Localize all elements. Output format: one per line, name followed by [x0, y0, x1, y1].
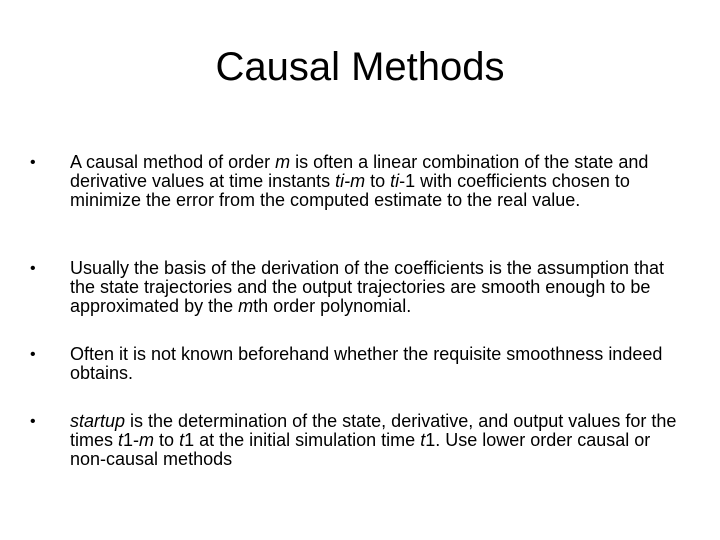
bullet-text [70, 152, 648, 210]
text-run: th order polynomial. [253, 296, 412, 316]
bullet-item [30, 344, 690, 383]
italic-term: ti [390, 171, 400, 191]
bullet-item [30, 258, 690, 316]
italic-term: ti-m [335, 171, 366, 191]
bullet-text [70, 258, 664, 316]
bullet-dot-icon: • [30, 154, 36, 171]
bullet-dot-icon: • [30, 413, 36, 430]
bullet-item [30, 411, 690, 469]
text-run: Usually the basis of the derivation of the coefficients is the assumption that the state trajectories and the output trajectories are smooth enough to be approximated by the [70, 258, 664, 316]
text-run: 1 at the initial simulation time [184, 430, 421, 450]
italic-term: t [179, 430, 185, 450]
text-run: 1. Use lower order causal or non-causal methods [70, 430, 651, 469]
text-run: is often a linear combination of the state and derivative values at time instants [70, 152, 649, 191]
italic-term: t [118, 430, 124, 450]
text-run: 1- [123, 430, 140, 450]
text-run: to [365, 171, 391, 191]
italic-term: m [139, 430, 155, 450]
italic-term: m [275, 152, 291, 172]
text-run: -1 with coefficients chosen to minimize the error from the computed estimate to the real value. [70, 171, 630, 210]
bullet-dot-icon: • [30, 260, 36, 277]
italic-term: startup [70, 411, 126, 431]
italic-term: t [420, 430, 426, 450]
slide-title: Causal Methods [215, 45, 505, 89]
italic-term: m [238, 296, 254, 316]
text-run: to [154, 430, 180, 450]
bullet-dot-icon: • [30, 346, 36, 363]
bullet-item [30, 152, 690, 210]
text-run: A causal method of order [70, 152, 276, 172]
bullet-text [70, 344, 662, 383]
text-run: is the determination of the state, derivative, and output values for the times [70, 411, 677, 450]
text-run: Often it is not known beforehand whether the requisite smoothness indeed obtains. [70, 344, 663, 383]
bullet-text [70, 411, 676, 469]
